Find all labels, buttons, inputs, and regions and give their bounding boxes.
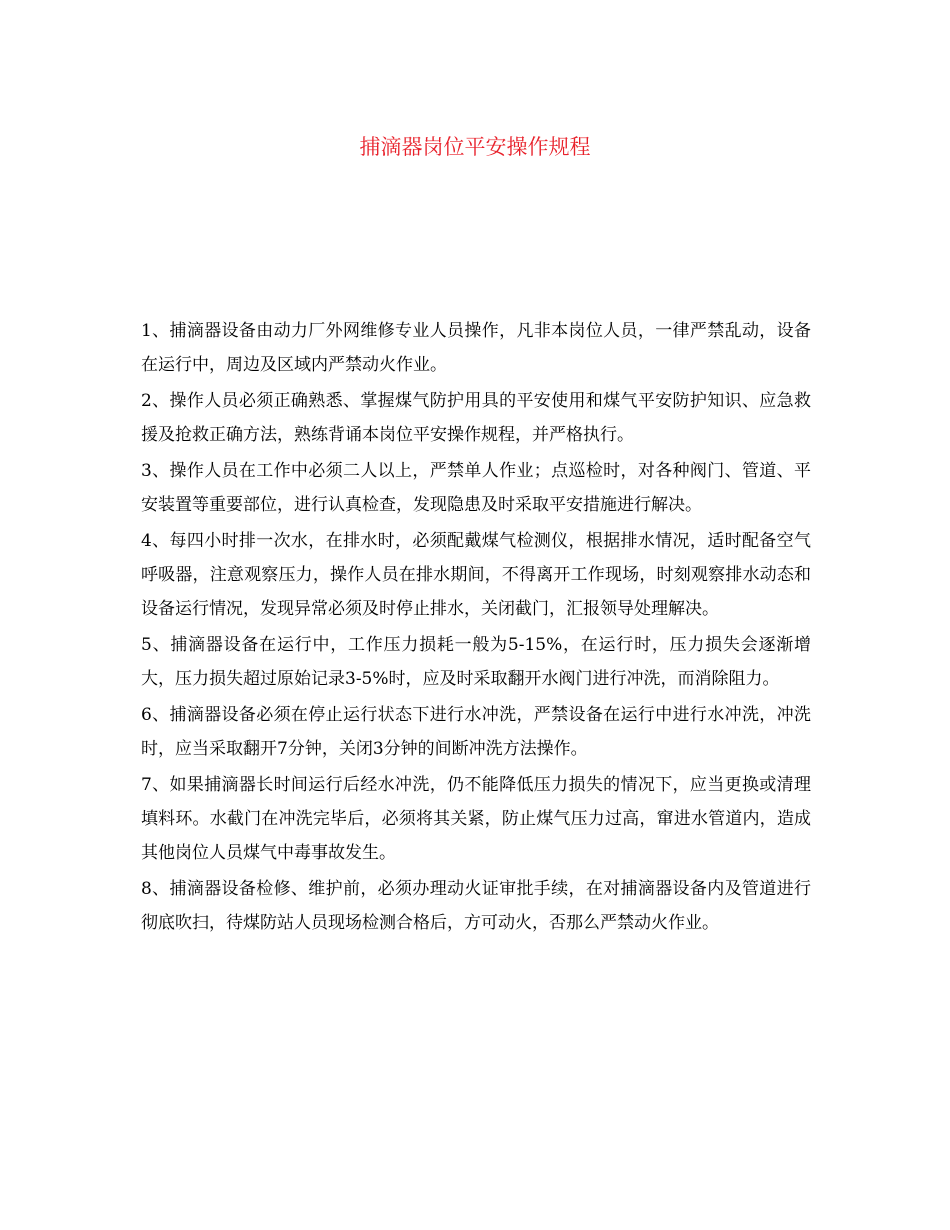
document-title: 捕滴器岗位平安操作规程 <box>359 135 591 159</box>
document-body <box>141 314 811 942</box>
rule-item-8: 8、捕滴器设备检修、维护前，必须办理动火证审批手续，在对捕滴器设备内及管道进行彻底吹扫，待煤防站人员现场检测合格后，方可动火，否那么严禁动火作业。 <box>141 879 811 933</box>
rule-item-4: 4、每四小时排一次水，在排水时，必须配戴煤气检测仪，根据排水情况，适时配备空气呼吸器，注意观察压力，操作人员在排水期间，不得离开工作现场，时刻观察排水动态和设备运行情况，发现异常必须及时停止排水，关闭截门，汇报领导处理解决。 <box>141 531 811 619</box>
rule-item-2: 2、操作人员必须正确熟悉、掌握煤气防护用具的平安使用和煤气平安防护知识、应急救援及抢救正确方法，熟练背诵本岗位平安操作规程，并严格执行。 <box>141 391 811 445</box>
rule-item-5: 5、捕滴器设备在运行中，工作压力损耗一般为5-15%，在运行时，压力损失会逐渐增大，压力损失超过原始记录3-5%时，应及时采取翻开水阀门进行冲洗，而消除阻力。 <box>141 635 811 689</box>
rule-item-6: 6、捕滴器设备必须在停止运行状态下进行水冲洗，严禁设备在运行中进行水冲洗，冲洗时，应当采取翻开7分钟，关闭3分钟的间断冲洗方法操作。 <box>141 705 811 759</box>
rule-item-1: 1、捕滴器设备由动力厂外网维修专业人员操作，凡非本岗位人员，一律严禁乱动，设备在运行中，周边及区域内严禁动火作业。 <box>141 321 811 375</box>
rule-item-7: 7、如果捕滴器长时间运行后经水冲洗，仍不能降低压力损失的情况下，应当更换或清理填料环。水截门在冲洗完毕后，必须将其关紧，防止煤气压力过高，窜进水管道内，造成其他岗位人员煤气中毒事故发生。 <box>141 775 811 863</box>
rule-item-3: 3、操作人员在工作中必须二人以上，严禁单人作业；点巡检时，对各种阀门、管道、平安装置等重要部位，进行认真检查，发现隐患及时采取平安措施进行解决。 <box>141 461 811 515</box>
